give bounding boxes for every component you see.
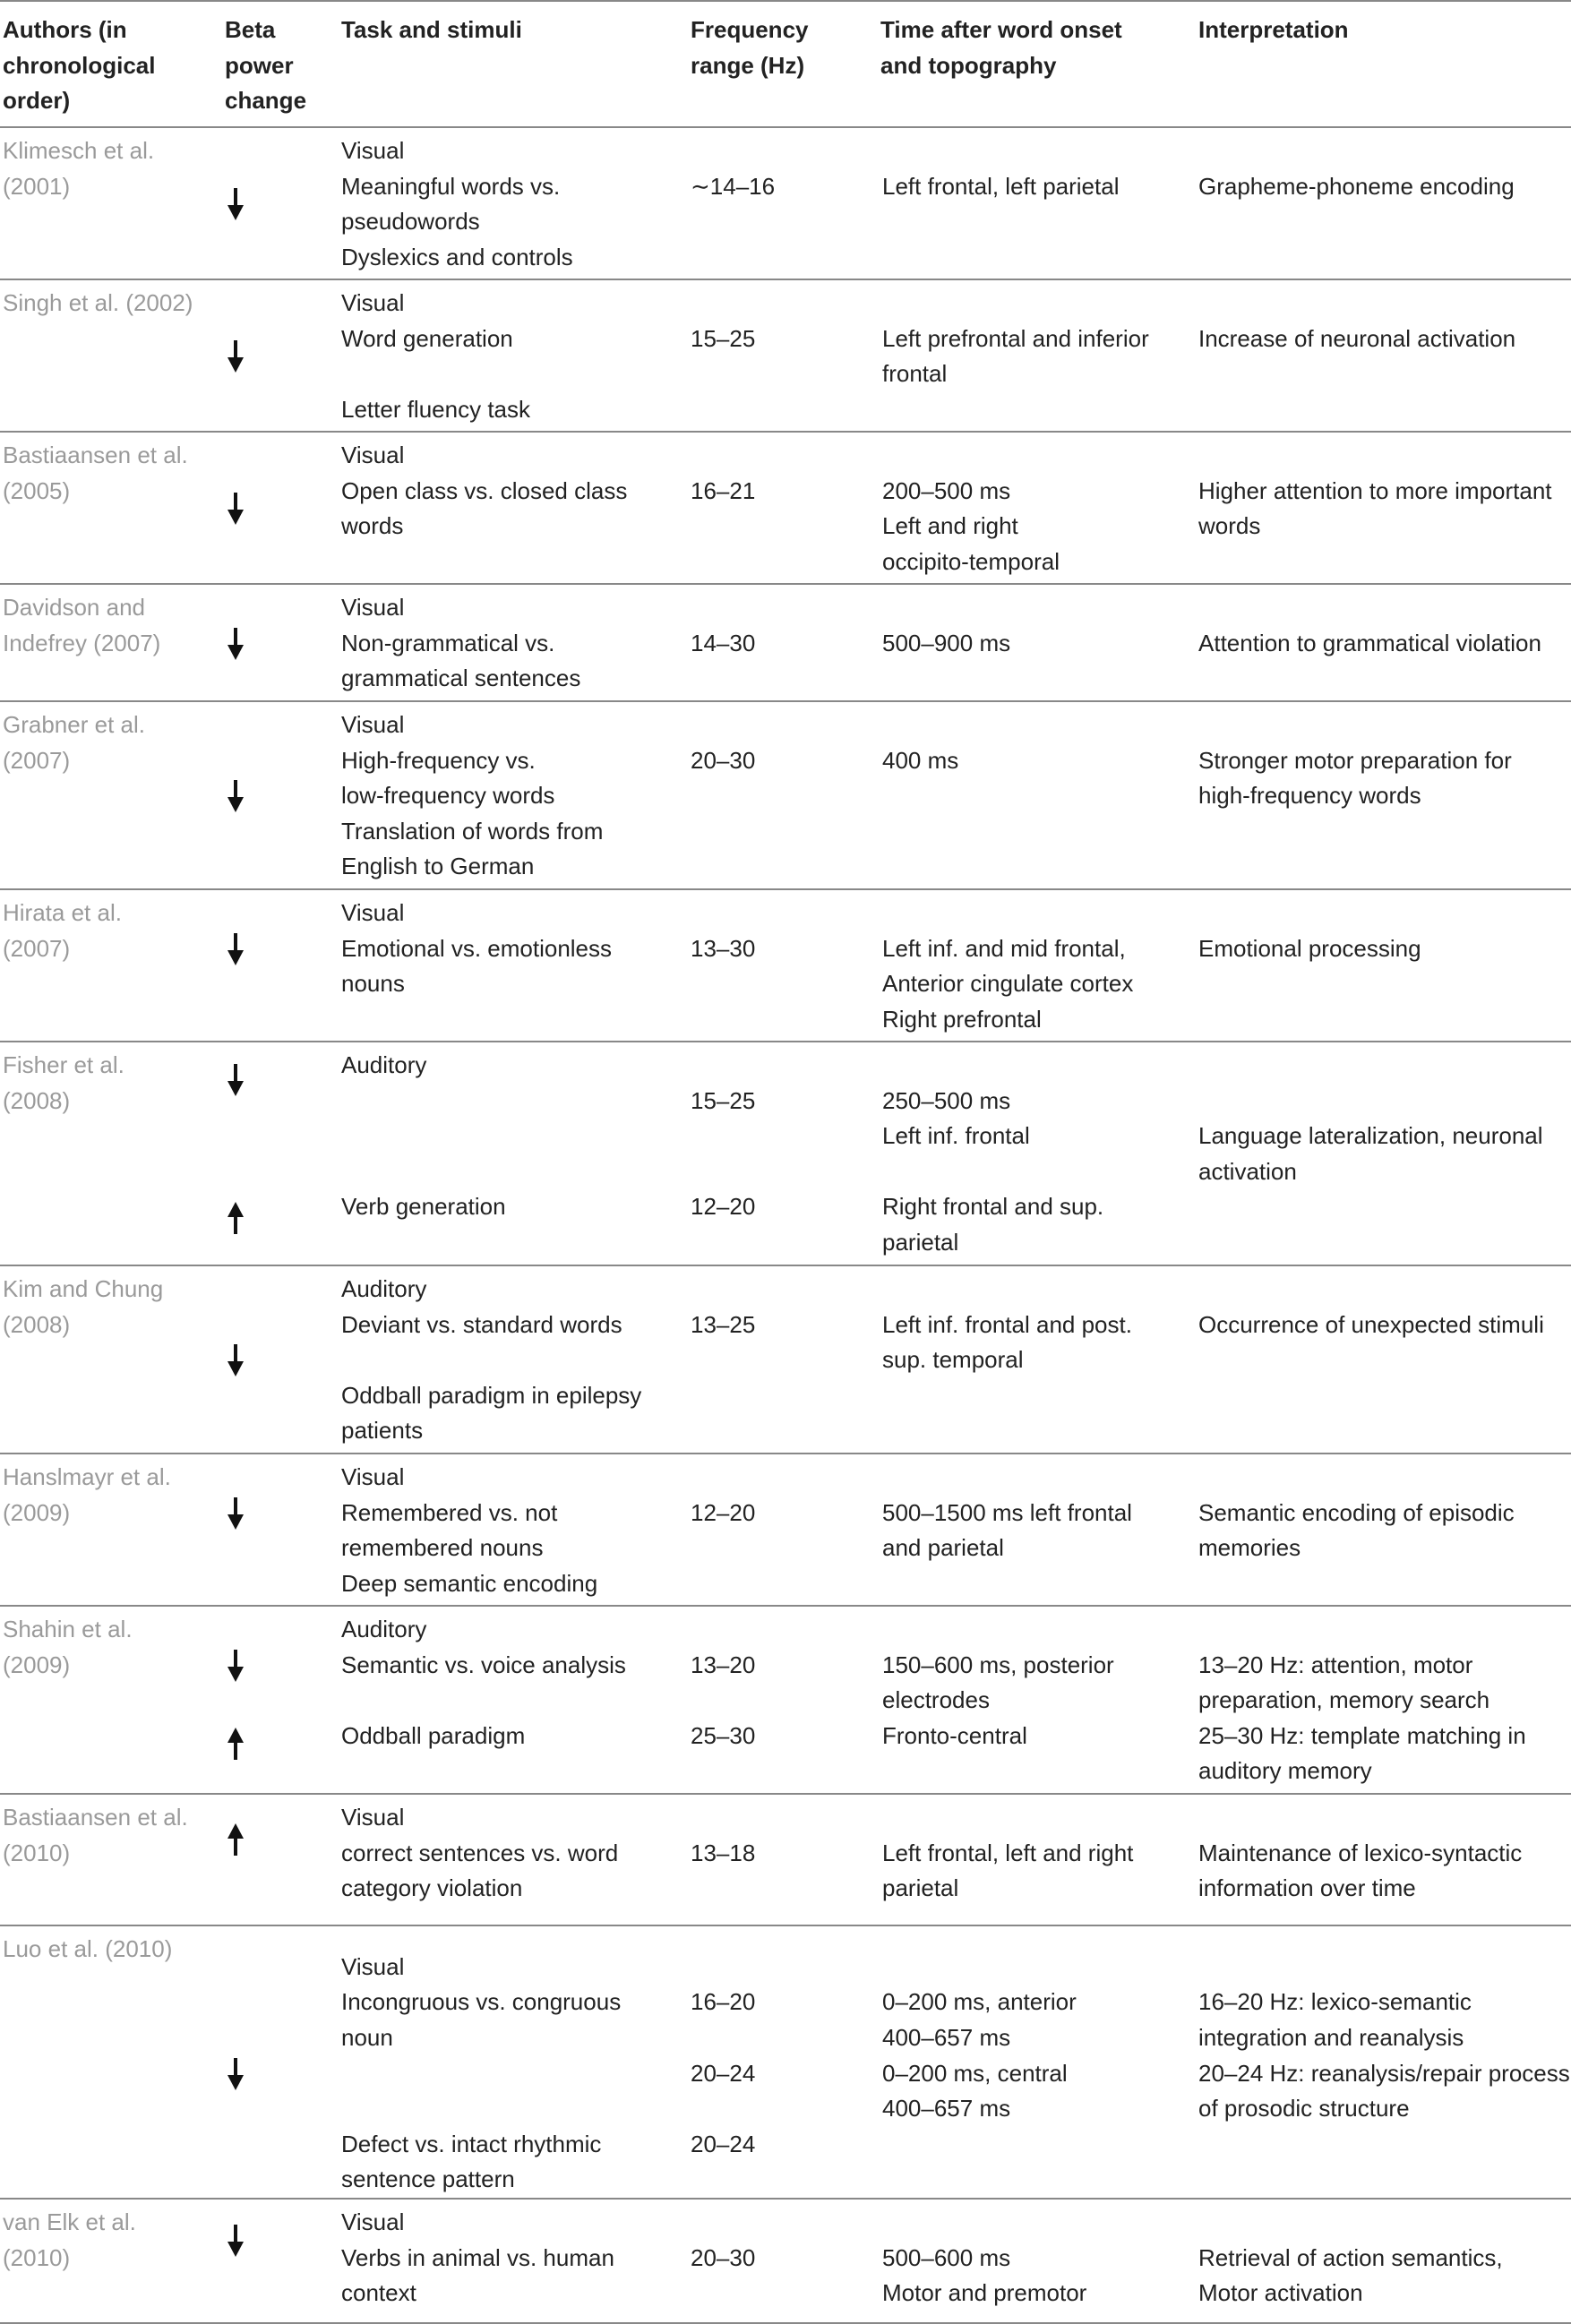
interpretation-cell-line: auditory memory: [1198, 1757, 1372, 1785]
author-line: Hanslmayr et al.: [3, 1463, 171, 1490]
author-line: (2001): [3, 172, 71, 200]
header-task-and-stimuli: Task and stimuli: [341, 16, 522, 43]
frequency-cell-line: 20–30: [691, 746, 756, 774]
task-cell-line: pseudowords: [341, 208, 480, 236]
table-row: [0, 1926, 1571, 2200]
author-line: (2009): [3, 1498, 71, 1526]
author-line: van Elk et al.: [3, 2208, 136, 2235]
table-body: [0, 128, 1571, 2324]
author-line: Indefrey (2007): [3, 629, 161, 656]
task-cell-line: Visual: [341, 442, 405, 468]
task-cell-line: Visual: [341, 1804, 405, 1831]
time-topography-cell-line: Left inf. frontal: [882, 1122, 1030, 1150]
table-row: [0, 1042, 1571, 1266]
task-cell-line: Non-grammatical vs.: [341, 629, 555, 656]
time-topography-cell-line: Left inf. frontal and post.: [882, 1310, 1132, 1338]
interpretation-cell-line: 25–30 Hz: template matching in: [1198, 1721, 1526, 1749]
author-line: Bastiaansen et al.: [3, 1804, 188, 1831]
author-line: (2008): [3, 1310, 71, 1338]
author-line: (2010): [3, 2243, 71, 2271]
author-line: Luo et al. (2010): [3, 1935, 173, 1962]
task-cell-line: patients: [341, 1417, 424, 1445]
task-cell-line: Open class vs. closed class: [341, 476, 628, 504]
author-line: Klimesch et al.: [3, 137, 155, 164]
interpretation-cell-line: Higher attention to more important: [1198, 476, 1552, 504]
interpretation-cell-line: preparation, memory search: [1198, 1686, 1490, 1714]
interpretation-cell-line: Retrieval of action semantics,: [1198, 2243, 1503, 2271]
task-cell-line: English to German: [341, 853, 535, 880]
table-row: [0, 1607, 1571, 1795]
table-row: [0, 1795, 1571, 1926]
interpretation-cell-line: memories: [1198, 1534, 1301, 1562]
task-cell-line: Visual: [341, 594, 405, 621]
time-topography-cell-line: 0–200 ms, anterior: [882, 1988, 1077, 2016]
author-line: Davidson and: [3, 594, 145, 621]
task-cell-line: Visual: [341, 899, 405, 926]
table-row: [0, 128, 1571, 280]
task-cell-line: Visual: [341, 1463, 405, 1490]
frequency-cell-line: 20–24: [691, 2059, 756, 2087]
frequency-cell-line: 16–20: [691, 1988, 756, 2016]
task-cell-line: category violation: [341, 1874, 523, 1902]
time-topography-cell-line: Left inf. and mid frontal,: [882, 934, 1126, 962]
interpretation-cell-line: Motor activation: [1198, 2279, 1363, 2307]
arrow-down-icon: [225, 1062, 246, 1098]
author-line: (2008): [3, 1086, 71, 1114]
task-cell-line: Meaningful words vs.: [341, 172, 561, 200]
task-cell-line: noun: [341, 2024, 393, 2051]
table-row: [0, 433, 1571, 585]
frequency-cell-line: 13–18: [691, 1839, 756, 1866]
time-topography-cell-line: and parietal: [882, 1534, 1004, 1562]
task-cell-line: Auditory: [341, 1051, 427, 1078]
task-cell-line: Defect vs. intact rhythmic: [341, 2130, 602, 2157]
interpretation-cell-line: information over time: [1198, 1874, 1416, 1902]
task-cell-line: low-frequency words: [341, 782, 555, 810]
arrow-down-icon: [225, 339, 246, 374]
task-cell-line: context: [341, 2279, 416, 2307]
interpretation-cell-line: 20–24 Hz: reanalysis/repair process: [1198, 2059, 1570, 2087]
interpretation-cell-line: Occurrence of unexpected stimuli: [1198, 1310, 1544, 1338]
task-cell-line: Verb generation: [341, 1193, 506, 1221]
task-cell-line: correct sentences vs. word: [341, 1839, 619, 1866]
time-topography-cell-line: 0–200 ms, central: [882, 2059, 1068, 2087]
author-line: Bastiaansen et al.: [3, 442, 188, 468]
task-cell-line: Visual: [341, 2208, 405, 2235]
table-row: [0, 1454, 1571, 1607]
author-line: (2010): [3, 1839, 71, 1866]
arrow-down-icon: [225, 2223, 246, 2259]
time-topography-cell-line: Left frontal, left and right: [882, 1839, 1134, 1866]
time-topography-cell-line: 400–657 ms: [882, 2024, 1011, 2051]
frequency-cell-line: 25–30: [691, 1721, 756, 1749]
time-topography-cell-line: Motor and premotor: [882, 2279, 1087, 2307]
arrow-down-icon: [225, 626, 246, 662]
time-topography-cell-line: 150–600 ms, posterior: [882, 1651, 1114, 1678]
interpretation-cell-line: of prosodic structure: [1198, 2095, 1410, 2122]
author-line: Singh et al. (2002): [3, 289, 193, 316]
interpretation-cell-line: Grapheme-phoneme encoding: [1198, 172, 1515, 200]
arrow-down-icon: [225, 778, 246, 814]
author-line: Fisher et al.: [3, 1051, 124, 1078]
task-cell-line: Deep semantic encoding: [341, 1569, 598, 1597]
time-topography-cell-line: sup. temporal: [882, 1346, 1024, 1374]
time-topography-cell-line: 500–900 ms: [882, 629, 1011, 656]
task-cell-line: Word generation: [341, 324, 513, 352]
task-cell-line: Incongruous vs. congruous: [341, 1988, 622, 2016]
task-cell-line: High-frequency vs.: [341, 746, 536, 774]
task-cell-line: Dyslexics and controls: [341, 243, 573, 270]
arrow-up-icon: [225, 1822, 246, 1857]
interpretation-cell-line: Increase of neuronal activation: [1198, 324, 1516, 352]
author-line: (2007): [3, 934, 71, 962]
task-cell-line: Translation of words from: [341, 817, 604, 845]
task-cell-line: Emotional vs. emotionless: [341, 934, 613, 962]
task-cell-line: Remembered vs. not: [341, 1498, 558, 1526]
task-cell-line: Oddball paradigm: [341, 1721, 526, 1749]
frequency-cell-line: 20–30: [691, 2243, 756, 2271]
header-authors: Authors (in chronological order): [3, 16, 156, 115]
task-cell-line: Semantic vs. voice analysis: [341, 1651, 626, 1678]
time-topography-cell-line: Anterior cingulate cortex: [882, 970, 1134, 998]
arrow-up-icon: [225, 1200, 246, 1236]
author-line: Grabner et al.: [3, 711, 145, 738]
table-row: [0, 2200, 1571, 2324]
interpretation-cell-line: integration and reanalysis: [1198, 2024, 1464, 2051]
frequency-cell-line: ∼14–16: [691, 172, 776, 200]
time-topography-cell-line: parietal: [882, 1229, 959, 1256]
task-cell-line: remembered nouns: [341, 1534, 544, 1562]
task-cell-line: sentence pattern: [341, 2165, 515, 2193]
arrow-down-icon: [225, 186, 246, 222]
task-cell-line: Deviant vs. standard words: [341, 1310, 622, 1338]
task-cell-line: grammatical sentences: [341, 665, 581, 692]
interpretation-cell-line: high-frequency words: [1198, 782, 1421, 810]
frequency-cell-line: 15–25: [691, 324, 756, 352]
frequency-cell-line: 12–20: [691, 1193, 756, 1221]
time-topography-cell-line: Right prefrontal: [882, 1005, 1042, 1033]
time-topography-cell-line: frontal: [882, 360, 948, 388]
arrow-down-icon: [225, 491, 246, 527]
frequency-cell-line: 12–20: [691, 1498, 756, 1526]
table-row: [0, 585, 1571, 702]
frequency-cell-line: 20–24: [691, 2130, 756, 2157]
time-topography-cell-line: 400–657 ms: [882, 2095, 1011, 2122]
table-row: [0, 890, 1571, 1042]
interpretation-cell-line: 16–20 Hz: lexico-semantic: [1198, 1988, 1472, 2016]
frequency-cell-line: 16–21: [691, 476, 756, 504]
arrow-down-icon: [225, 1342, 246, 1378]
time-topography-cell-line: electrodes: [882, 1686, 990, 1714]
time-topography-cell-line: 400 ms: [882, 746, 959, 774]
time-topography-cell-line: Right frontal and sup.: [882, 1193, 1104, 1221]
time-topography-cell-line: Left and right: [882, 512, 1018, 540]
interpretation-cell-line: Stronger motor preparation for: [1198, 746, 1512, 774]
table-row: [0, 1266, 1571, 1454]
table-header: [0, 0, 1571, 128]
time-topography-cell-line: occipito-temporal: [882, 547, 1060, 575]
time-topography-cell-line: Left prefrontal and inferior: [882, 324, 1149, 352]
header-interpretation: Interpretation: [1198, 16, 1349, 43]
author-line: Shahin et al.: [3, 1616, 133, 1642]
header-beta-power-change: Beta power change: [225, 16, 307, 115]
interpretation-cell-line: Emotional processing: [1198, 934, 1421, 962]
author-line: Hirata et al.: [3, 899, 122, 926]
time-topography-cell-line: 200–500 ms: [882, 476, 1011, 504]
time-topography-cell-line: 500–1500 ms left frontal: [882, 1498, 1132, 1526]
table-row: [0, 280, 1571, 433]
author-line: (2005): [3, 476, 71, 504]
task-cell-line: Visual: [341, 1952, 405, 1980]
task-cell-line: nouns: [341, 970, 405, 998]
task-cell-line: Visual: [341, 289, 405, 316]
arrow-up-icon: [225, 1726, 246, 1762]
interpretation-cell-line: Attention to grammatical violation: [1198, 629, 1541, 656]
table-row: [0, 702, 1571, 890]
frequency-cell-line: 13–25: [691, 1310, 756, 1338]
task-cell-line: Visual: [341, 711, 405, 738]
interpretation-cell-line: Maintenance of lexico-syntactic: [1198, 1839, 1523, 1866]
frequency-cell-line: 13–20: [691, 1651, 756, 1678]
interpretation-cell-line: 13–20 Hz: attention, motor: [1198, 1651, 1473, 1678]
frequency-cell-line: 14–30: [691, 629, 756, 656]
author-line: (2007): [3, 746, 71, 774]
task-cell-line: Letter fluency task: [341, 395, 530, 423]
task-cell-line: Auditory: [341, 1616, 427, 1642]
frequency-cell-line: 15–25: [691, 1086, 756, 1114]
time-topography-cell-line: 250–500 ms: [882, 1086, 1011, 1114]
task-cell-line: Auditory: [341, 1275, 427, 1302]
time-topography-cell-line: 500–600 ms: [882, 2243, 1011, 2271]
arrow-down-icon: [225, 2056, 246, 2092]
author-line: (2009): [3, 1651, 71, 1678]
interpretation-cell-line: Semantic encoding of episodic: [1198, 1498, 1515, 1526]
header-time-and-topography: Time after word onset and topography: [880, 16, 1122, 79]
frequency-cell-line: 13–30: [691, 934, 756, 962]
interpretation-cell-line: words: [1198, 512, 1261, 540]
time-topography-cell-line: Left frontal, left parietal: [882, 172, 1120, 200]
interpretation-cell-line: Language lateralization, neuronal: [1198, 1122, 1543, 1150]
task-cell-line: Visual: [341, 137, 405, 164]
arrow-down-icon: [225, 931, 246, 967]
arrow-down-icon: [225, 1496, 246, 1531]
time-topography-cell-line: parietal: [882, 1874, 959, 1902]
header-frequency-range: Frequency range (Hz): [691, 16, 809, 79]
author-line: Kim and Chung: [3, 1275, 164, 1302]
task-cell-line: Oddball paradigm in epilepsy: [341, 1381, 642, 1409]
interpretation-cell-line: activation: [1198, 1157, 1297, 1185]
task-cell-line: words: [341, 512, 404, 540]
arrow-down-icon: [225, 1648, 246, 1684]
time-topography-cell-line: Fronto-central: [882, 1721, 1027, 1749]
task-cell-line: Verbs in animal vs. human: [341, 2243, 614, 2271]
